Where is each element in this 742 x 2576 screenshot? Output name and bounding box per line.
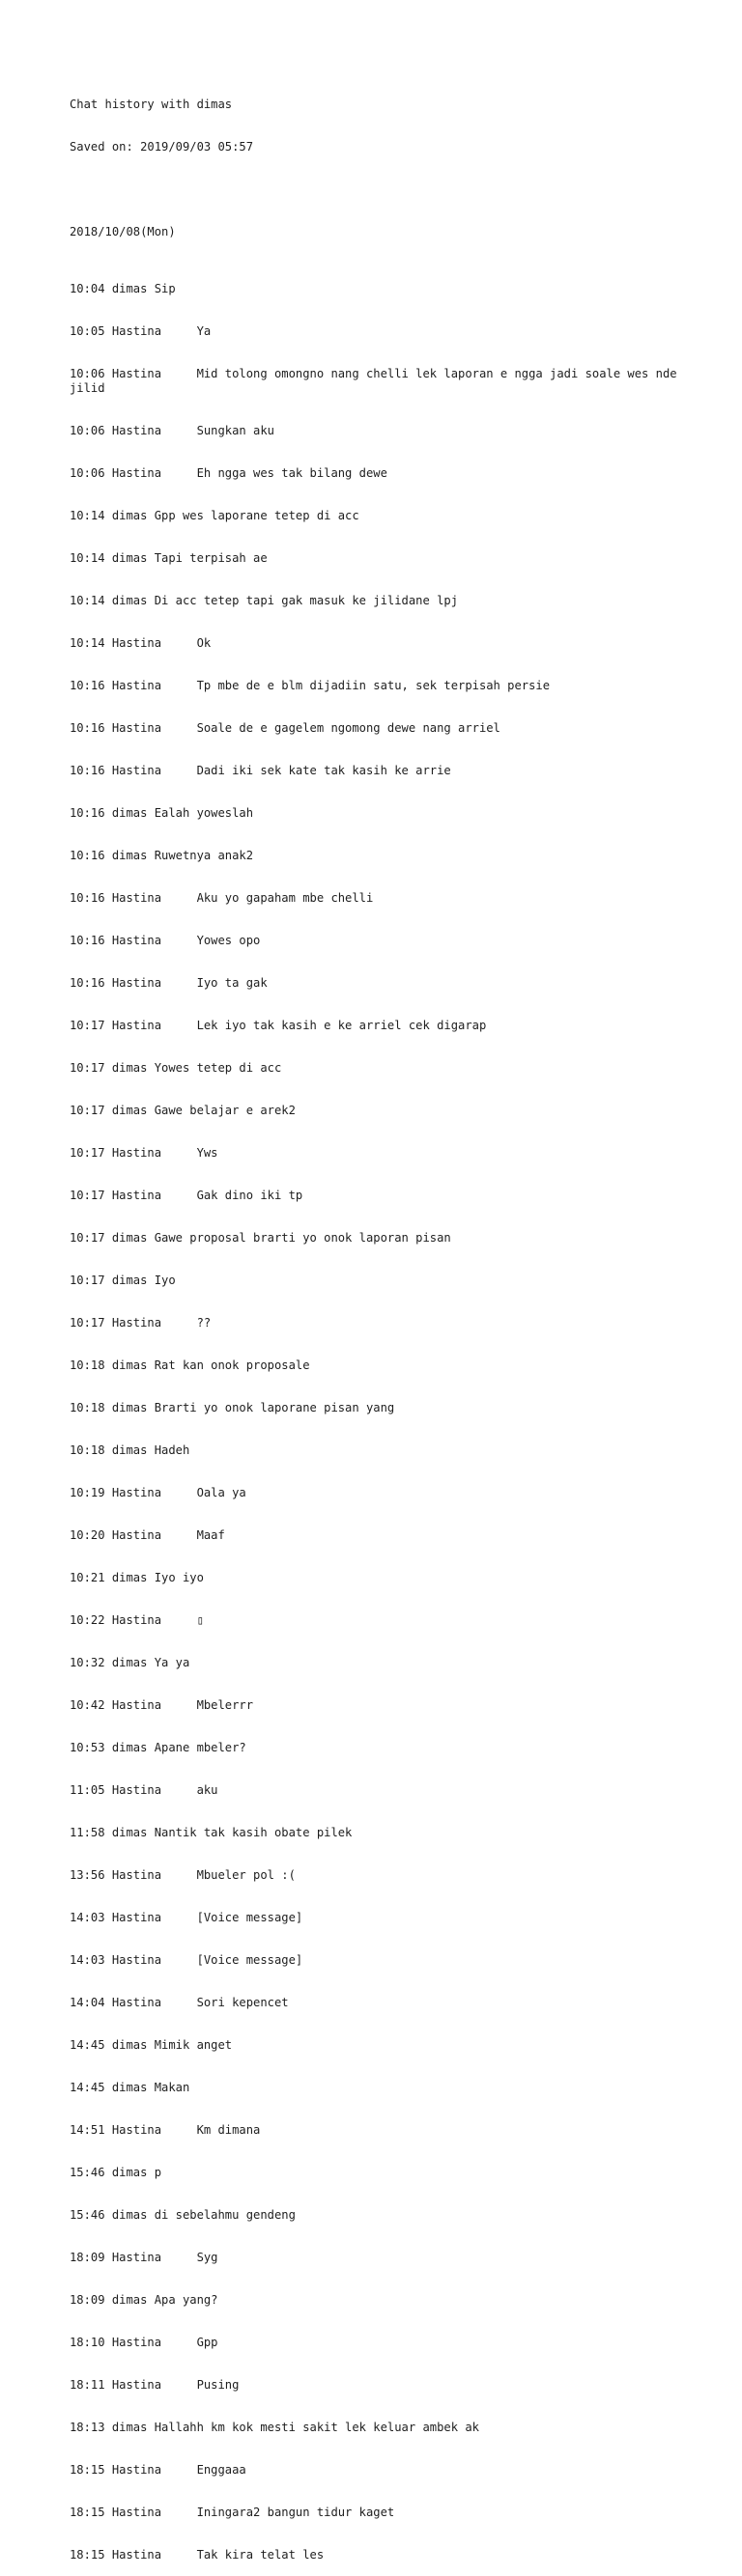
chat-line: 18:15 Hastina Tak kira telat les: [70, 2547, 325, 2562]
chat-line: 10:17 Hastina Lek iyo tak kasih e ke arriel cek digarap: [70, 1018, 487, 1032]
chat-line: 11:05 Hastina aku: [70, 1782, 218, 1797]
chat-line: 18:11 Hastina Pusing: [70, 2377, 240, 2392]
chat-line: 10:17 Hastina ??: [70, 1315, 212, 1330]
chat-line: 10:17 dimas Iyo: [70, 1273, 176, 1287]
chat-line: 10:16 Hastina Soale de e gagelem ngomong dewe nang arriel: [70, 720, 500, 735]
chat-line: 11:58 dimas Nantik tak kasih obate pilek: [70, 1825, 353, 1839]
chat-line: 10:06 Hastina Sungkan aku: [70, 423, 274, 437]
chat-line: 18:13 dimas Hallahh km kok mesti sakit lek keluar ambek ak: [70, 2420, 479, 2434]
chat-line: 10:21 dimas Iyo iyo: [70, 1570, 204, 1584]
chat-line: 10:32 dimas Ya ya: [70, 1655, 190, 1669]
chat-line: 18:15 Hastina Enggaaa: [70, 2462, 246, 2477]
chat-line: 14:45 dimas Mimik anget: [70, 2037, 233, 2052]
chat-line: 10:14 dimas Tapi terpisah ae: [70, 550, 268, 565]
chat-line: 13:56 Hastina Mbueler pol :(: [70, 1867, 296, 1882]
chat-line: 10:16 Hastina Tp mbe de e blm dijadiin satu, sek terpisah persie: [70, 678, 551, 692]
document-title: Chat history with dimas: [70, 98, 233, 112]
chat-line: 10:18 dimas Rat kan onok proposale: [70, 1358, 310, 1372]
chat-line: 10:06 Hastina Mid tolong omongno nang chelli lek laporan e ngga jadi soale wes nde jilid: [70, 367, 684, 395]
chat-line: 14:51 Hastina Km dimana: [70, 2122, 261, 2137]
chat-line: 10:17 Hastina Gak dino iki tp: [70, 1188, 303, 1202]
date-header: 2018/10/08(Mon): [70, 225, 176, 239]
blank-line: [70, 182, 742, 197]
chat-line: 18:09 Hastina Syg: [70, 2250, 218, 2264]
chat-line: 10:14 dimas Gpp wes laporane tetep di acc: [70, 508, 359, 522]
chat-line: 10:42 Hastina Mbelerrr: [70, 1697, 254, 1712]
chat-line: 10:19 Hastina Oala ya: [70, 1485, 246, 1499]
chat-line: 18:15 Hastina Iningara2 bangun tidur kaget: [70, 2505, 395, 2519]
chat-line: 10:14 dimas Di acc tetep tapi gak masuk ke jilidane lpj: [70, 593, 459, 607]
chat-line: 10:17 dimas Yowes tetep di acc: [70, 1060, 282, 1075]
chat-line: 10:04 dimas Sip: [70, 282, 176, 296]
chat-line: 10:20 Hastina Maaf: [70, 1527, 225, 1542]
saved-timestamp: Saved on: 2019/09/03 05:57: [70, 140, 254, 154]
chat-line: 10:16 Hastina Aku yo gapaham mbe chelli: [70, 890, 374, 905]
chat-line: 10:16 Hastina Yowes opo: [70, 933, 261, 947]
chat-line: 15:46 dimas p: [70, 2165, 162, 2179]
chat-line: 14:03 Hastina [Voice message]: [70, 1952, 303, 1967]
chat-line: 14:04 Hastina Sori kepencet: [70, 1995, 289, 2009]
chat-line: 10:53 dimas Apane mbeler?: [70, 1740, 246, 1754]
chat-line: 18:09 dimas Apa yang?: [70, 2292, 218, 2307]
chat-line: 10:05 Hastina Ya: [70, 324, 212, 339]
chat-line: 10:16 dimas Ruwetnya anak2: [70, 848, 254, 862]
chat-line: 10:14 Hastina Ok: [70, 635, 212, 650]
chat-line: 10:17 dimas Gawe proposal brarti yo onok laporan pisan: [70, 1230, 451, 1245]
chat-line: 10:17 Hastina Yws: [70, 1145, 218, 1160]
chat-line: 10:18 dimas Hadeh: [70, 1442, 190, 1457]
chat-line: 15:46 dimas di sebelahmu gendeng: [70, 2207, 296, 2222]
chat-line: 14:03 Hastina [Voice message]: [70, 1910, 303, 1924]
chat-line: 10:16 Hastina Dadi iki sek kate tak kasih ke arrie: [70, 763, 451, 777]
chat-line: 14:45 dimas Makan: [70, 2080, 190, 2094]
chat-line: 18:10 Hastina Gpp: [70, 2335, 218, 2349]
chat-line: 10:06 Hastina Eh ngga wes tak bilang dewe: [70, 465, 387, 480]
chat-line: 10:16 dimas Ealah yoweslah: [70, 805, 254, 820]
chat-line: 10:22 Hastina ▯: [70, 1612, 204, 1627]
chat-line: 10:18 dimas Brarti yo onok laporane pisan yang: [70, 1400, 395, 1414]
chat-line: 10:17 dimas Gawe belajar e arek2: [70, 1103, 296, 1117]
chat-line: 10:16 Hastina Iyo ta gak: [70, 975, 268, 990]
